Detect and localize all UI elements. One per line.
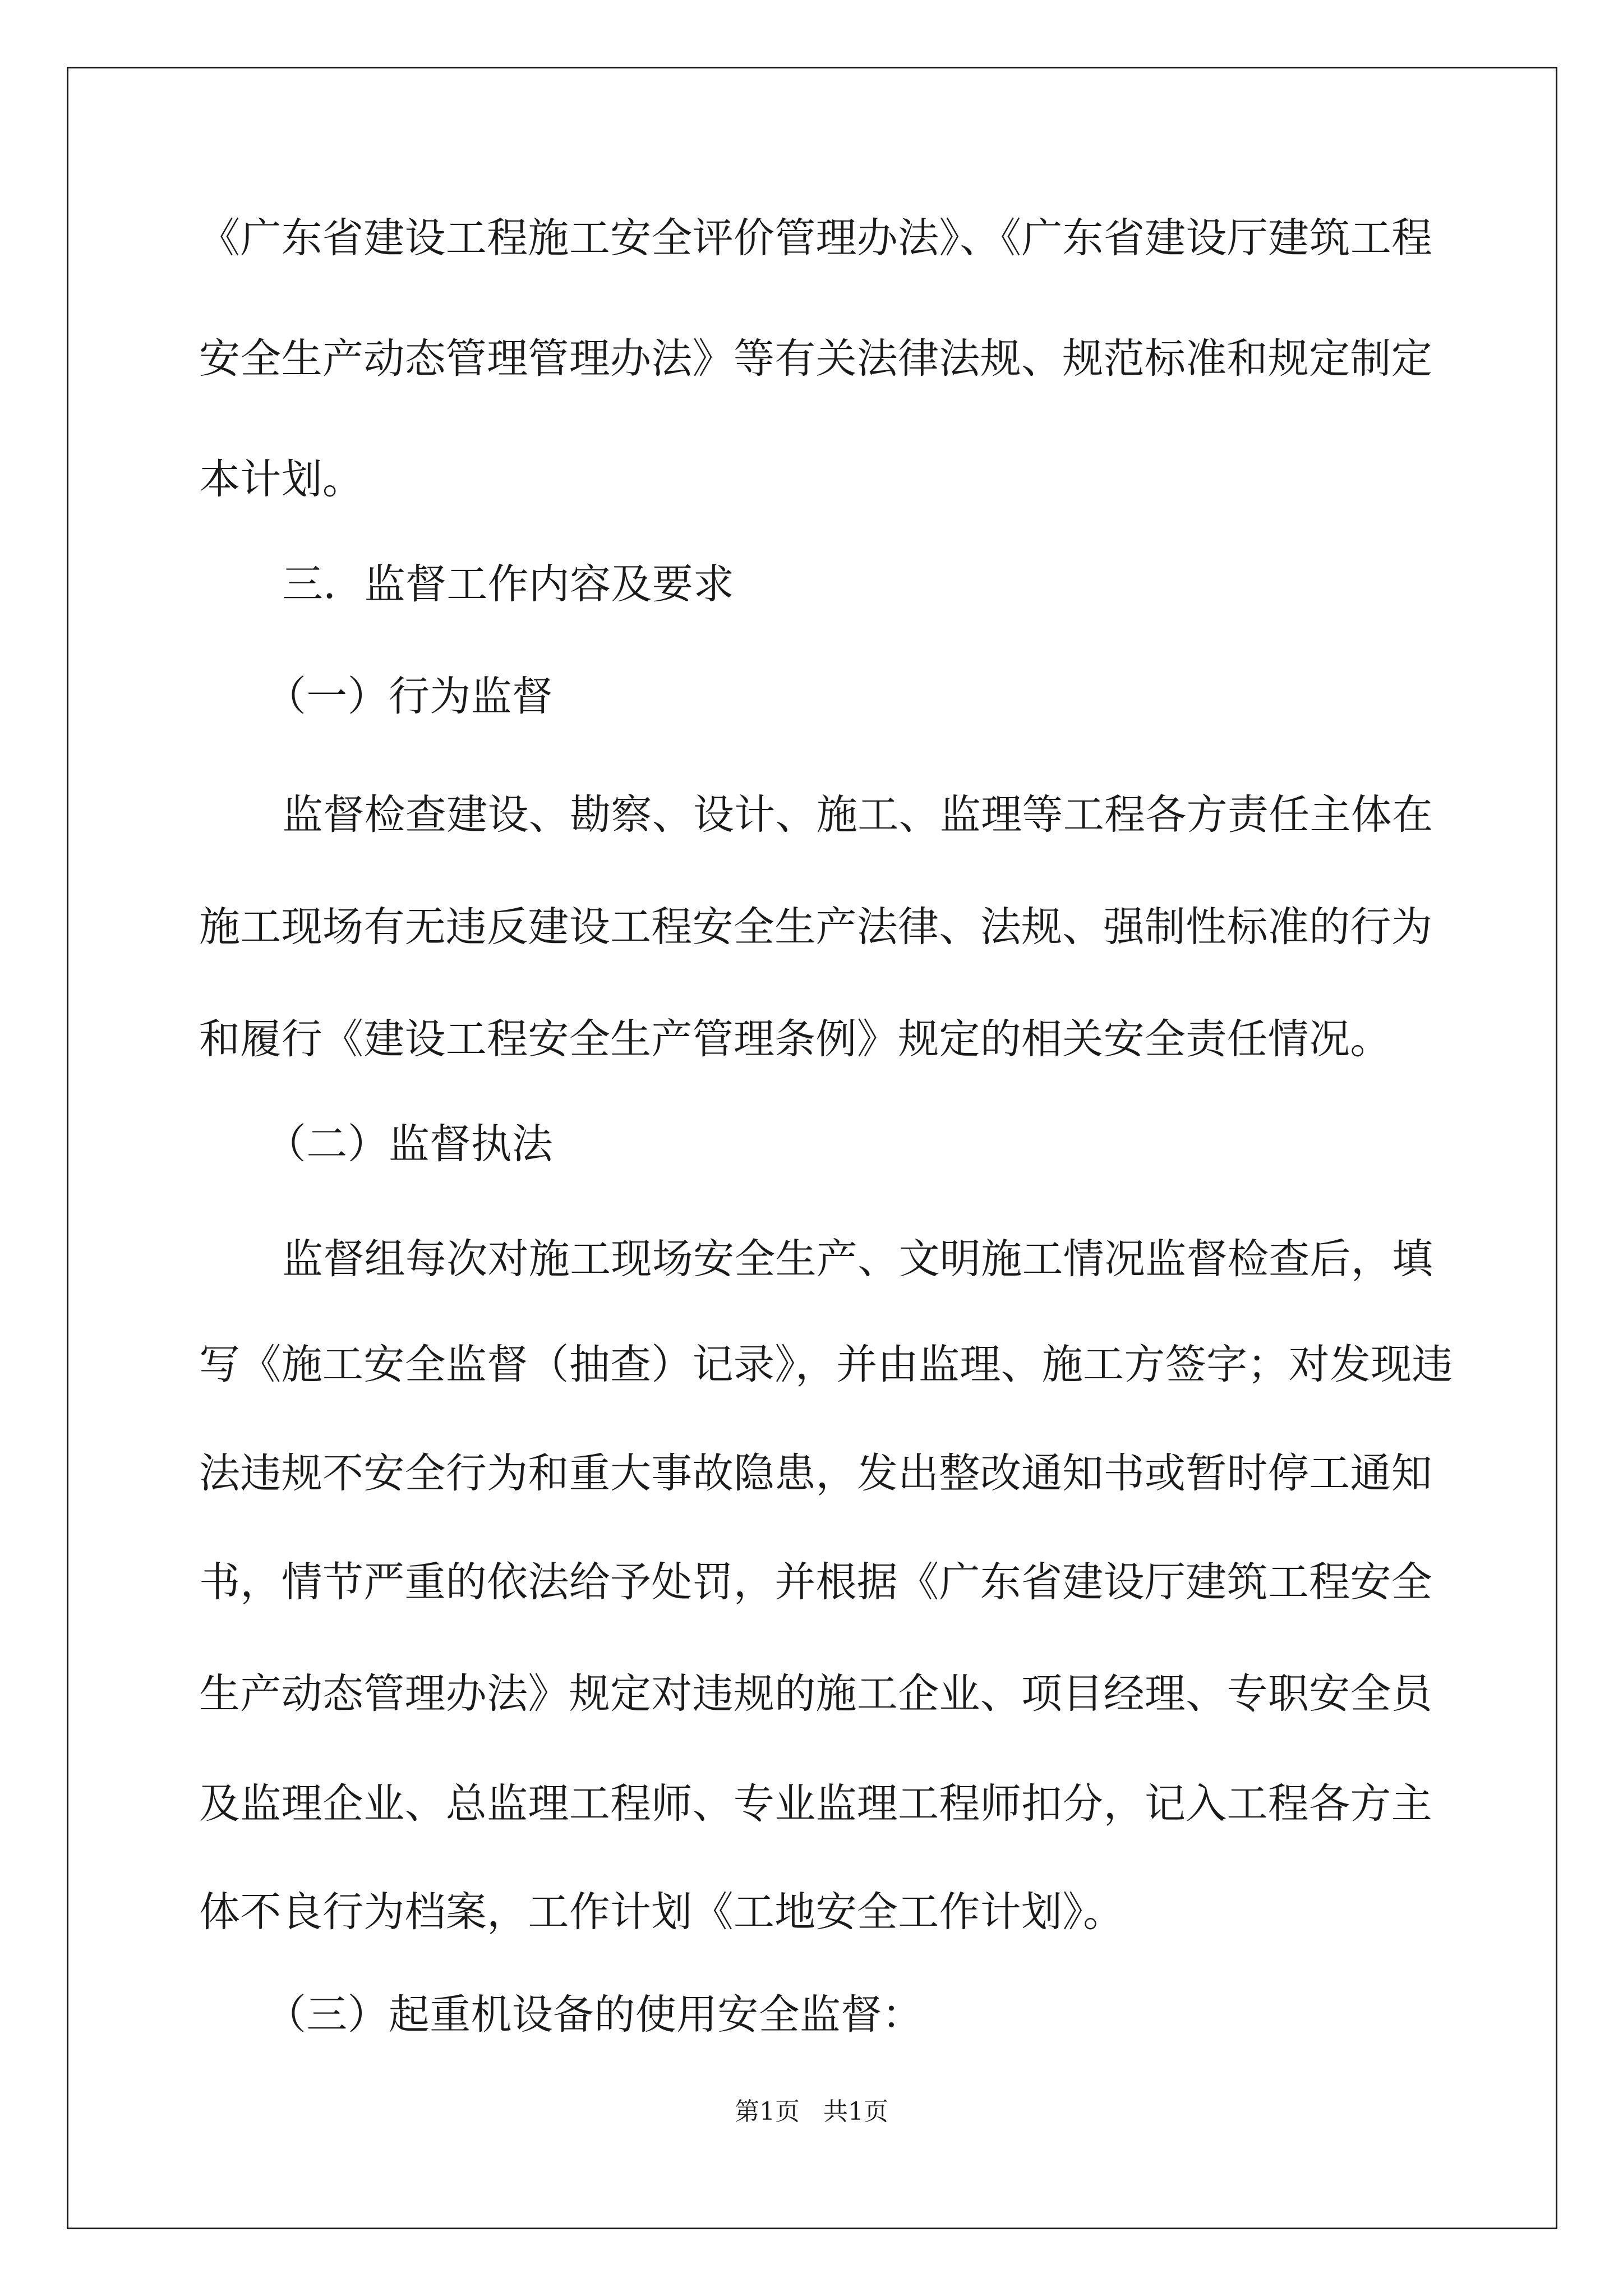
subsection-heading: （三）起重机设备的使用安全监督： xyxy=(265,1991,923,2039)
text-line: 生产动态管理办法》规定对违规的施工企业、项目经理、专职安全员 xyxy=(199,1670,1432,1718)
page-footer: 第1页 共1页 xyxy=(735,2097,888,2126)
text-line: 安全生产动态管理管理办法》等有关法律法规、规范标准和规定制定 xyxy=(199,335,1432,383)
text-line: 法违规不安全行为和重大事故隐患，发出整改通知书或暂时停工通知 xyxy=(199,1450,1432,1497)
section-heading: 三．监督工作内容及要求 xyxy=(282,560,735,608)
text-line: 监督组每次对施工现场安全生产、文明施工情况监督检查后，填 xyxy=(282,1235,1433,1283)
text-line: 和履行《建设工程安全生产管理条例》规定的相关安全责任情况。 xyxy=(199,1015,1391,1063)
text-line: 本计划。 xyxy=(199,455,364,503)
text-line: 施工现场有无违反建设工程安全生产法律、法规、强制性标准的行为 xyxy=(199,903,1432,951)
text-line: 及监理企业、总监理工程师、专业监理工程师扣分，记入工程各方主 xyxy=(199,1780,1432,1828)
text-line: 体不良行为档案，工作计划《工地安全工作计划》。 xyxy=(199,1888,1124,1936)
text-line: 写《施工安全监督（抽查）记录》，并由监理、施工方签字；对发现违 xyxy=(199,1341,1453,1388)
subsection-heading: （二）监督执法 xyxy=(265,1120,554,1168)
text-line: 监督检查建设、勘察、设计、施工、监理等工程各方责任主体在 xyxy=(282,791,1433,839)
text-line: 《广东省建设工程施工安全评价管理办法》、《广东省建设厅建筑工程 xyxy=(199,214,1433,262)
text-line: 书，情节严重的依法给予处罚，并根据《广东省建设厅建筑工程安全 xyxy=(199,1558,1432,1606)
subsection-heading: （一）行为监督 xyxy=(265,673,554,720)
